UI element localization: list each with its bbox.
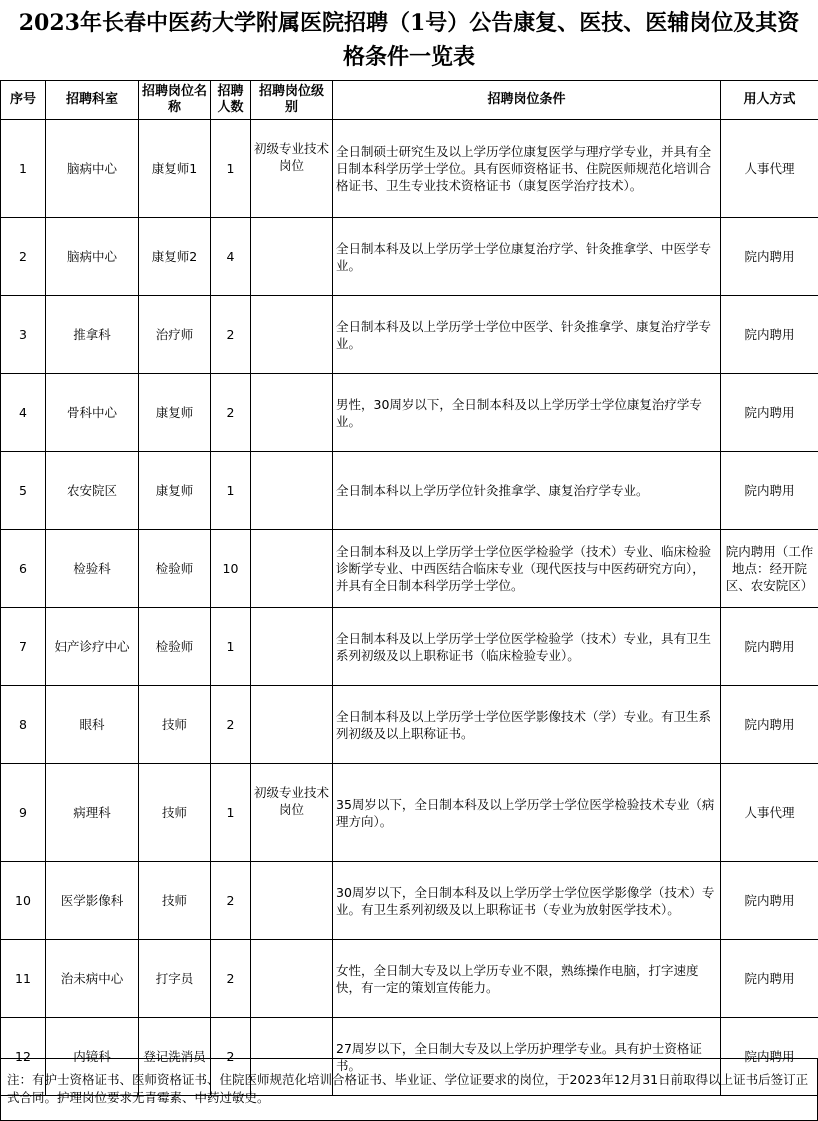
cell-dept: 医学影像科: [46, 862, 139, 940]
cell-post: 技师: [139, 862, 211, 940]
cell-level: 初级专业技术岗位: [251, 764, 333, 862]
cell-dept: 内镜科: [46, 1018, 139, 1096]
cell-dept: 脑病中心: [46, 218, 139, 296]
cell-count: 2: [211, 374, 251, 452]
cell-dept: 检验科: [46, 530, 139, 608]
cell-no: 8: [1, 686, 46, 764]
header-dept: 招聘科室: [46, 81, 139, 120]
recruitment-table: [0, 80, 818, 1096]
table-row: [1, 296, 818, 374]
cell-mode: 院内聘用: [721, 296, 818, 374]
cell-level: [251, 452, 333, 530]
cell-no: 11: [1, 940, 46, 1018]
table-row: [1, 452, 818, 530]
cell-mode: 院内聘用: [721, 452, 818, 530]
header-conditions: 招聘岗位条件: [333, 81, 721, 120]
header-row: [1, 81, 818, 120]
cell-dept: 骨科中心: [46, 374, 139, 452]
cell-count: 4: [211, 218, 251, 296]
cell-conditions: 30周岁以下，全日制本科及以上学历学士学位医学影像学（技术）专业。有卫生系列初级及以上职称证书（专业为放射医学技术）。: [333, 862, 721, 940]
cell-level: [251, 940, 333, 1018]
cell-conditions: 全日制本科以上学历学位针灸推拿学、康复治疗学专业。: [333, 452, 721, 530]
cell-mode: 院内聘用: [721, 686, 818, 764]
cell-conditions: 男性，30周岁以下，全日制本科及以上学历学士学位康复治疗学专业。: [333, 374, 721, 452]
cell-mode: 院内聘用: [721, 862, 818, 940]
cell-count: 2: [211, 296, 251, 374]
cell-count: 2: [211, 940, 251, 1018]
table-row: [1, 686, 818, 764]
cell-post: 技师: [139, 686, 211, 764]
cell-post: 技师: [139, 764, 211, 862]
cell-level: 初级专业技术岗位: [251, 120, 333, 218]
cell-mode: 院内聘用: [721, 608, 818, 686]
cell-no: 5: [1, 452, 46, 530]
cell-count: 2: [211, 686, 251, 764]
cell-no: 9: [1, 764, 46, 862]
cell-conditions: 全日制本科及以上学历学士学位医学检验学（技术）专业、临床检验诊断学专业、中西医结合临床专业（现代医技与中医药研究方向），并具有全日制本科学历学士学位。: [333, 530, 721, 608]
cell-mode: 院内聘用: [721, 940, 818, 1018]
cell-post: 登记洗消员: [139, 1018, 211, 1096]
cell-level: [251, 608, 333, 686]
cell-post: 检验师: [139, 530, 211, 608]
cell-mode: 人事代理: [721, 120, 818, 218]
cell-dept: 推拿科: [46, 296, 139, 374]
cell-post: 康复师1: [139, 120, 211, 218]
header-count: 招聘人数: [211, 81, 251, 120]
cell-dept: 眼科: [46, 686, 139, 764]
table-row: [1, 530, 818, 608]
cell-no: 10: [1, 862, 46, 940]
footnote: 注：有护士资格证书、医师资格证书、住院医师规范化培训合格证书、毕业证、学位证要求的岗位，于2023年12月31日前取得以上证书后签订正式合同。护理岗位要求无青霉素、中药过敏史。: [0, 1058, 818, 1121]
cell-level: [251, 686, 333, 764]
cell-dept: 农安院区: [46, 452, 139, 530]
document-title: [0, 0, 818, 80]
header-post: 招聘岗位名称: [139, 81, 211, 120]
cell-post: 打字员: [139, 940, 211, 1018]
cell-count: 2: [211, 862, 251, 940]
cell-count: 1: [211, 764, 251, 862]
cell-count: 1: [211, 120, 251, 218]
cell-count: 1: [211, 608, 251, 686]
cell-mode: 院内聘用: [721, 218, 818, 296]
cell-conditions: 全日制本科及以上学历学士学位医学影像技术（学）专业。有卫生系列初级及以上职称证书。: [333, 686, 721, 764]
header-level: 招聘岗位级别: [251, 81, 333, 120]
cell-dept: 病理科: [46, 764, 139, 862]
cell-no: 4: [1, 374, 46, 452]
cell-conditions: 全日制本科及以上学历学士学位康复治疗学、针灸推拿学、中医学专业。: [333, 218, 721, 296]
cell-no: 7: [1, 608, 46, 686]
cell-post: 康复师: [139, 452, 211, 530]
cell-count: 10: [211, 530, 251, 608]
cell-count: 2: [211, 1018, 251, 1096]
table-row: [1, 218, 818, 296]
table-row: [1, 862, 818, 940]
cell-conditions: 全日制本科及以上学历学士学位中医学、针灸推拿学、康复治疗学专业。: [333, 296, 721, 374]
cell-no: 1: [1, 120, 46, 218]
cell-post: 治疗师: [139, 296, 211, 374]
cell-mode: 院内聘用: [721, 1018, 818, 1096]
cell-conditions: 女性，全日制大专及以上学历专业不限，熟练操作电脑，打字速度快，有一定的策划宣传能力。: [333, 940, 721, 1018]
cell-dept: 妇产诊疗中心: [46, 608, 139, 686]
cell-level: [251, 862, 333, 940]
header-mode: 用人方式: [721, 81, 818, 120]
table-row: [1, 120, 818, 218]
cell-conditions: 全日制硕士研究生及以上学历学位康复医学与理疗学专业，并具有全日制本科学历学士学位。具有医师资格证书、住院医师规范化培训合格证书、卫生专业技术资格证书（康复医学治疗技术）。: [333, 120, 721, 218]
cell-no: 2: [1, 218, 46, 296]
cell-dept: 治未病中心: [46, 940, 139, 1018]
table-row: [1, 374, 818, 452]
cell-conditions: 全日制本科及以上学历学士学位医学检验学（技术）专业，具有卫生系列初级及以上职称证书（临床检验专业）。: [333, 608, 721, 686]
cell-level: [251, 530, 333, 608]
cell-count: 1: [211, 452, 251, 530]
cell-no: 6: [1, 530, 46, 608]
header-no: 序号: [1, 81, 46, 120]
cell-post: 康复师2: [139, 218, 211, 296]
cell-dept: 脑病中心: [46, 120, 139, 218]
cell-level: [251, 374, 333, 452]
cell-conditions: 35周岁以下，全日制本科及以上学历学士学位医学检验技术专业（病理方向）。: [333, 764, 721, 862]
cell-post: 检验师: [139, 608, 211, 686]
cell-level: [251, 218, 333, 296]
table-row: [1, 764, 818, 862]
cell-mode: 院内聘用（工作地点：经开院区、农安院区）: [721, 530, 818, 608]
cell-level: [251, 296, 333, 374]
cell-mode: 人事代理: [721, 764, 818, 862]
cell-no: 3: [1, 296, 46, 374]
table-row: [1, 608, 818, 686]
cell-conditions: 27周岁以下，全日制大专及以上学历护理学专业。具有护士资格证书。: [333, 1018, 721, 1096]
cell-no: 12: [1, 1018, 46, 1096]
cell-post: 康复师: [139, 374, 211, 452]
title-text: 2023年长春中医药大学附属医院招聘（1号）公告康复、医技、医辅岗位及其资格条件一览表: [18, 10, 800, 70]
table-row: [1, 940, 818, 1018]
cell-mode: 院内聘用: [721, 374, 818, 452]
